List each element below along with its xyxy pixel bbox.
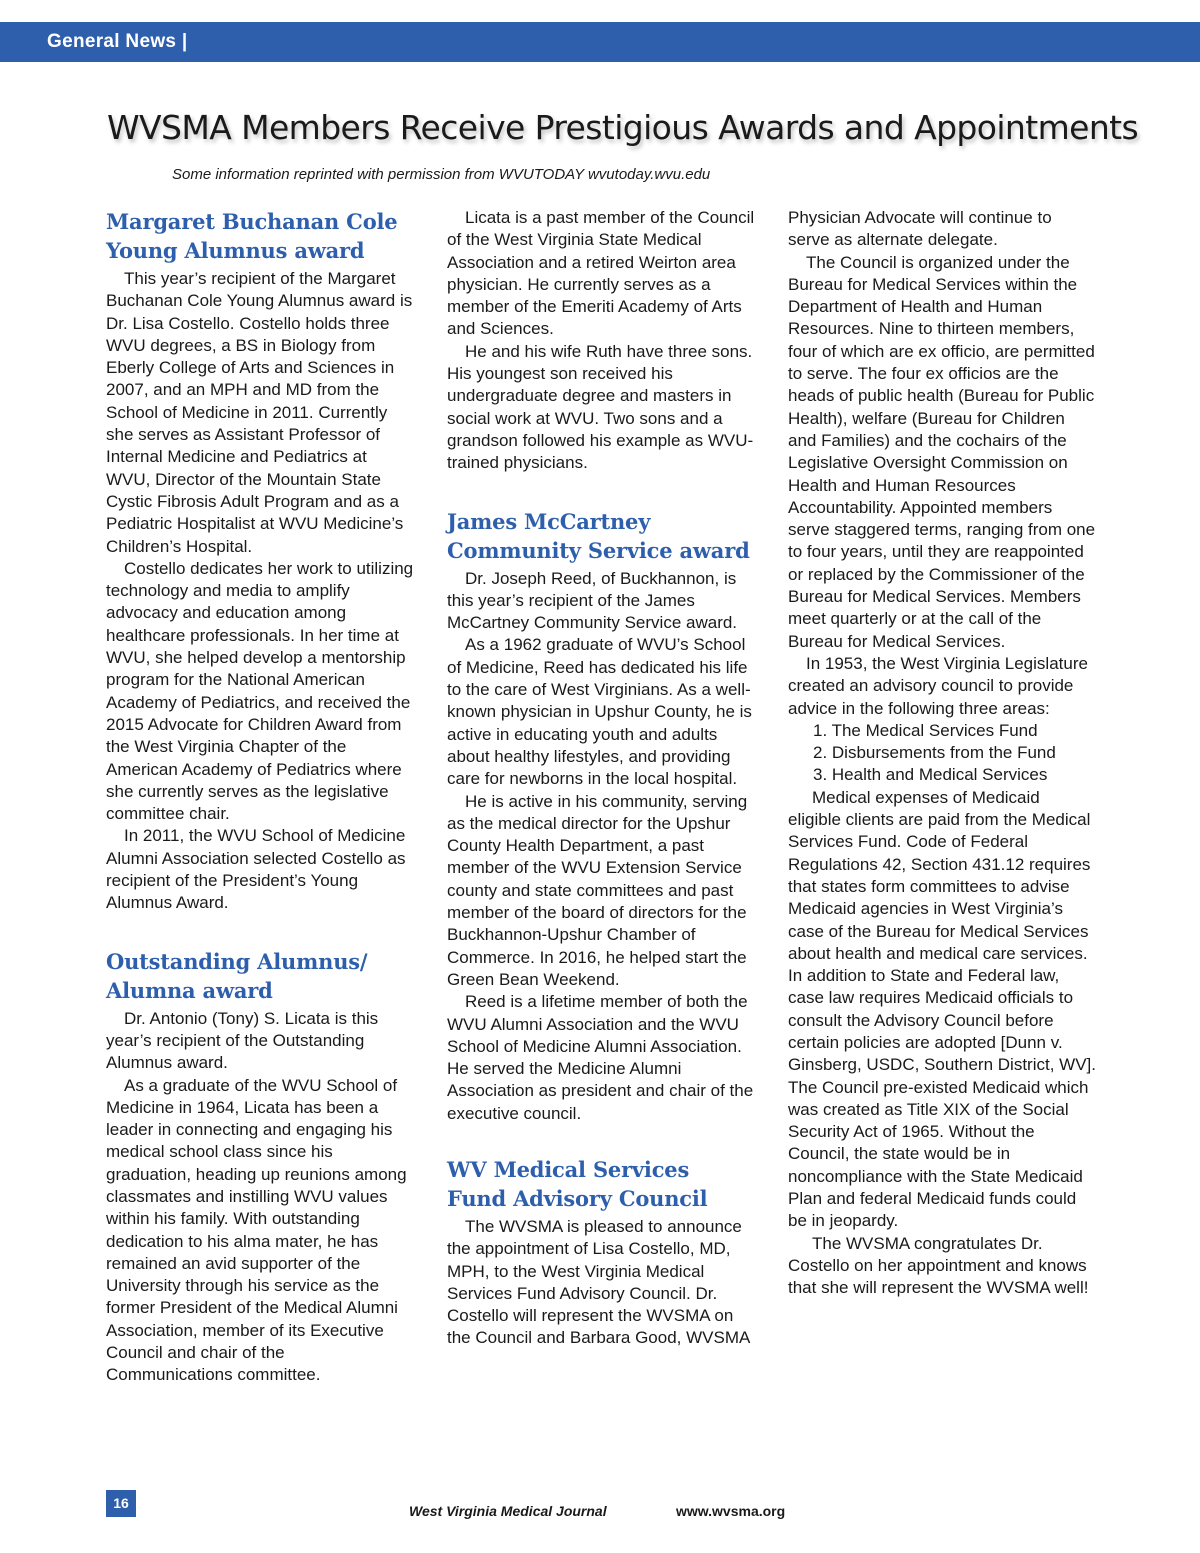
spacer: [447, 1125, 755, 1155]
list-item: 2. Disbursements from the Fund: [813, 743, 1056, 763]
article-subtitle: Some information reprinted with permission from WVUTODAY wvutoday.wvu.edu: [172, 166, 711, 183]
section-header-bar: [0, 22, 1200, 62]
list-item: 3. Health and Medical Services: [813, 765, 1048, 785]
paragraph: He and his wife Ruth have three sons. His youngest son received his undergraduate degree and masters in social work at WVU. Two sons and a grandson followed his example as WVU-trained physicians.: [447, 341, 754, 473]
paragraph: Physician Advocate will continue to serve as alternate delegate.: [788, 208, 1052, 250]
spacer: [447, 475, 755, 507]
paragraph: He is active in his community, serving as the medical director for the Upshur County Health Department, a past member of the WVU Extension Service county and state committees and past member of the board of directors for the Buckhannon-Upshur Chamber of Commerce. In 2016, he helped start the Green Bean Weekend.: [447, 791, 748, 989]
website-url: www.wvsma.org: [676, 1503, 786, 1519]
heading-community-service-award: James McCartney Community Service award: [447, 508, 750, 563]
paragraph: Medical expenses of Medicaid eligible clients are paid from the Medical Services Fund. Code of Federal Regulations 42, Section 431.12 requires that states form committees to advise Medicaid agencies in West Virginia’s case of the Bureau for Medical Services about health and medical care services. In addition to State and Federal law, case law requires Medicaid officials to consult the Advisory Council before certain policies are adopted [Dunn v. Ginsberg, USDC, Southern District, WV]. The Council pre-existed Medicaid which was created as Title XIX of the Social Security Act of 1965. Without the Council, the state would be in noncompliance with the State Medicaid Plan and federal Medicaid funds could be in jeopardy.: [788, 787, 1096, 1231]
section-label: General News |: [47, 31, 188, 52]
article-title: WVSMA Members Receive Prestigious Awards and Appointments: [107, 108, 1139, 147]
heading-young-alumnus-award: Margaret Buchanan Cole Young Alumnus award: [106, 209, 398, 263]
paragraph: Dr. Joseph Reed, of Buckhannon, is this year’s recipient of the James McCartney Community Service award.: [447, 568, 738, 633]
paragraph: As a 1962 graduate of WVU’s School of Medicine, Reed has dedicated his life to the care of West Virginians. As a well-known physician in Upshur County, he is active in educating youth and adults about healthy lifestyles, and providing care for newborns in the local hospital.: [447, 635, 752, 789]
heading-outstanding-alumnus-award: Outstanding Alumnus/ Alumna award: [106, 948, 368, 1003]
paragraph: In 1953, the West Virginia Legislature created an advisory council to provide advice in the following three areas:: [788, 653, 1088, 718]
paragraph: In 2011, the WVU School of Medicine Alumni Association selected Costello as recipient of the President’s Young Alumnus Award.: [106, 826, 406, 913]
page-number: 16: [106, 1490, 136, 1517]
advisory-areas-list: [788, 720, 1096, 787]
column-2: [447, 207, 755, 1350]
column-3: [788, 207, 1096, 1300]
paragraph: This year’s recipient of the Margaret Buchanan Cole Young Alumnus award is Dr. Lisa Costello. Costello holds three WVU degrees, a BS in Biology from Eberly College of Arts and Sciences in 2007, and an MPH and MD from the School of Medicine in 2011. Currently she serves as Assistant Professor of Internal Medicine and Pediatrics at WVU, Director of the Mountain State Cystic Fibrosis Adult Program and as a Pediatric Hospitalist at WVU Medicine’s Children’s Hospital.: [106, 269, 413, 556]
paragraph: The WVSMA congratulates Dr. Costello on her appointment and knows that she will represent the WVSMA well!: [788, 1233, 1089, 1298]
paragraph: Costello dedicates her work to utilizing technology and media to amplify advocacy and education among healthcare professionals. In her time at WVU, she helped develop a mentorship program for the National American Academy of Pediatrics, and received the 2015 Advocate for Children Award from the West Virginia Chapter of the American Academy of Pediatrics where she currently serves as the legislative committee chair.: [106, 558, 414, 824]
paragraph: Dr. Antonio (Tony) S. Licata is this year’s recipient of the Outstanding Alumnus award.: [106, 1008, 379, 1073]
journal-name: West Virginia Medical Journal: [409, 1503, 607, 1519]
spacer: [106, 915, 414, 947]
paragraph: Reed is a lifetime member of both the WVU Alumni Association and the WVU School of Medicine Alumni Association. He served the Medicine Alumni Association as president and chair of the executive council.: [447, 992, 754, 1123]
paragraph: Licata is a past member of the Council of the West Virginia State Medical Association and a retired Weirton area physician. He currently serves as a member of the Emeriti Academy of Arts and Sciences.: [447, 208, 755, 339]
column-1: [106, 207, 414, 1387]
paragraph: The Council is organized under the Bureau for Medical Services within the Department of Health and Human Resources. Nine to thirteen members, four of which are ex officio, are permitted to serve. The four ex officios are the heads of public health (Bureau for Public Health), welfare (Bureau for Children and Families) and the cochairs of the Legislative Oversight Commission on Health and Human Resources Accountability. Appointed members serve staggered terms, ranging from one to four years, until they are reappointed or replaced by the Commissioner of the Bureau for Medical Services. Members meet quarterly or at the call of the Bureau for Medical Services.: [788, 252, 1096, 651]
heading-advisory-council: WV Medical Services Fund Advisory Council: [447, 1156, 708, 1211]
paragraph: The WVSMA is pleased to announce the appointment of Lisa Costello, MD, MPH, to the West Virginia Medical Services Fund Advisory Council. Dr. Costello will represent the WVSMA on the Council and Barbara Good, WVSMA: [447, 1216, 751, 1348]
list-item: 1. The Medical Services Fund: [813, 720, 1038, 740]
paragraph: As a graduate of the WVU School of Medicine in 1964, Licata has been a leader in connecting and engaging his medical school class since his graduation, heading up reunions among classmates and instilling WVU values within his family. With outstanding dedication to his alma mater, he has remained an avid supporter of the University through his service as the former President of the Medical Alumni Association, member of its Executive Council and chair of the Communications committee.: [106, 1075, 407, 1385]
